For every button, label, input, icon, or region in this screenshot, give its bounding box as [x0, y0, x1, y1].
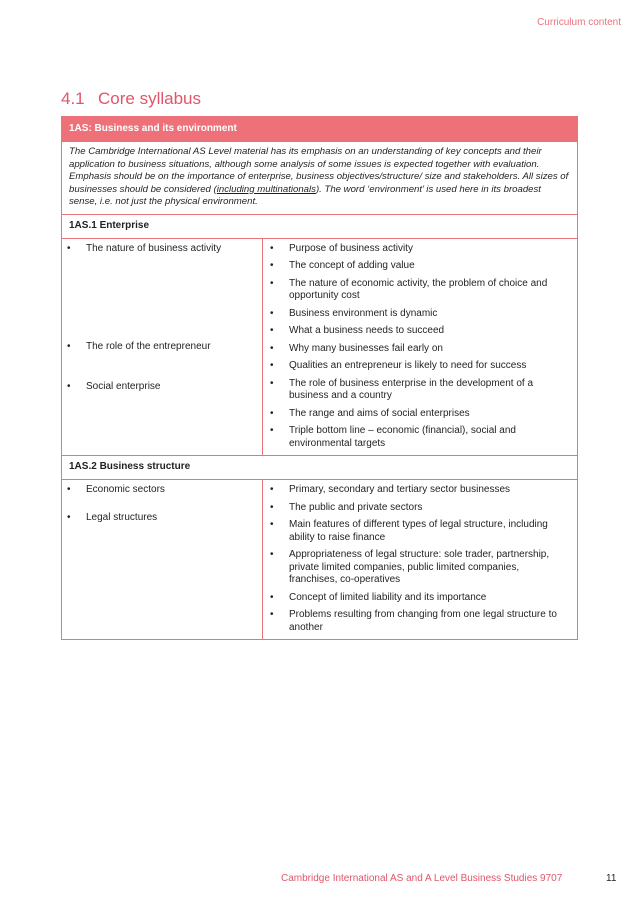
bullet: • — [67, 484, 71, 495]
detail-item — [270, 325, 565, 338]
detail-item — [270, 343, 565, 356]
detail-item — [270, 260, 565, 273]
topic-item — [67, 341, 255, 354]
topic-name: The nature of business activity — [86, 242, 222, 254]
bullet: • — [270, 549, 274, 560]
detail-item — [270, 484, 565, 497]
syllabus-table — [61, 116, 578, 640]
detail-text: Problems resulting from changing from one legal structure to another — [289, 609, 557, 633]
detail-text: The nature of economic activity, the problem of choice and opportunity cost — [289, 277, 548, 301]
running-head: Curriculum content — [537, 17, 621, 28]
detail-item — [270, 360, 565, 373]
detail-text: Purpose of business activity — [289, 242, 413, 254]
bullet: • — [270, 519, 274, 530]
bullet: • — [67, 511, 71, 523]
intro-underlined: including multinationals — [216, 183, 316, 195]
bullet: • — [270, 260, 274, 271]
section-title-text: Core syllabus — [98, 89, 201, 108]
topic-name: Economic sectors — [86, 484, 165, 495]
section-number: 4.1 — [61, 89, 85, 108]
detail-text: The range and aims of social enterprises — [289, 407, 470, 419]
detail-item — [270, 502, 565, 515]
detail-text: Why many businesses fail early on — [289, 342, 443, 354]
detail-item — [270, 592, 565, 605]
intro-part-2: ). The word ‘environment’ is used here in its broadest sense, i.e. not just the physical environment. — [69, 183, 541, 207]
section-title — [61, 89, 201, 109]
topic-item — [67, 484, 255, 497]
detail-text: The role of business enterprise in the development of a business and a country — [289, 377, 534, 401]
detail-item — [270, 408, 565, 421]
bullet: • — [270, 307, 274, 319]
intro-row — [62, 142, 578, 215]
bullet: • — [270, 342, 274, 354]
bullet: • — [67, 242, 71, 254]
bullet: • — [67, 341, 71, 352]
footer-title: Cambridge International AS and A Level Business Studies 9707 — [281, 873, 563, 884]
detail-text: What a business needs to succeed — [289, 325, 445, 336]
page-number: 11 — [606, 873, 617, 884]
section-content-row — [62, 480, 578, 640]
bullet: • — [270, 407, 274, 419]
topic-name: Legal structures — [86, 511, 158, 523]
detail-text: Primary, secondary and tertiary sector businesses — [289, 484, 511, 495]
topic-name: Social enterprise — [86, 380, 161, 392]
bullet: • — [270, 609, 274, 620]
detail-text: The concept of adding value — [289, 260, 415, 271]
section-heading-row — [62, 214, 578, 238]
detail-text: The public and private sectors — [289, 501, 423, 513]
detail-text: Concept of limited liability and its importance — [289, 591, 487, 603]
intro-part-1: The Cambridge International AS Level material has its emphasis on an understanding of key concepts and their application to business situations, although some analysis of some issues is expected together with evaluation. Emphasis should be on the importance of enterprise, business objectives/structure/ size and stakeholders. All sizes of businesses should be considered ( — [69, 146, 569, 195]
topics-column — [62, 480, 263, 640]
bullet: • — [270, 360, 274, 371]
section-heading-row — [62, 456, 578, 480]
topic-item — [67, 512, 255, 525]
detail-item — [270, 243, 565, 256]
bullet: • — [270, 425, 274, 436]
section-heading-business-structure: 1AS.2 Business structure — [62, 456, 578, 480]
detail-item — [270, 278, 565, 303]
bullet: • — [270, 377, 274, 389]
table-header: 1AS: Business and its environment — [62, 117, 578, 142]
table-header-row — [62, 117, 578, 142]
bullet: • — [270, 501, 274, 513]
section-content-row — [62, 238, 578, 456]
detail-text: Triple bottom line – economic (financial), social and environmental targets — [289, 425, 516, 449]
detail-item — [270, 549, 565, 587]
intro-text — [62, 142, 578, 215]
bullet: • — [67, 380, 71, 392]
topics-column — [62, 238, 263, 456]
bullet: • — [270, 325, 274, 336]
details-column — [263, 480, 578, 640]
bullet: • — [270, 591, 274, 603]
detail-item — [270, 609, 565, 634]
bullet: • — [270, 277, 274, 289]
detail-text: Qualities an entrepreneur is likely to need for success — [289, 360, 527, 371]
bullet: • — [270, 242, 274, 254]
section-heading-enterprise: 1AS.1 Enterprise — [62, 214, 578, 238]
details-column — [263, 238, 578, 456]
detail-text: Business environment is dynamic — [289, 307, 438, 319]
topic-item — [67, 381, 255, 394]
detail-item — [270, 519, 565, 544]
detail-text: Main features of different types of legal structure, including ability to raise finance — [289, 519, 548, 543]
detail-text: Appropriateness of legal structure: sole trader, partnership, private limited companies, public limited companies, franchises, co-operatives — [289, 549, 550, 585]
topic-name: The role of the entrepreneur — [86, 341, 211, 352]
topic-item — [67, 243, 255, 256]
bullet: • — [270, 484, 274, 495]
detail-item — [270, 308, 565, 321]
detail-item — [270, 425, 565, 450]
detail-item — [270, 378, 565, 403]
